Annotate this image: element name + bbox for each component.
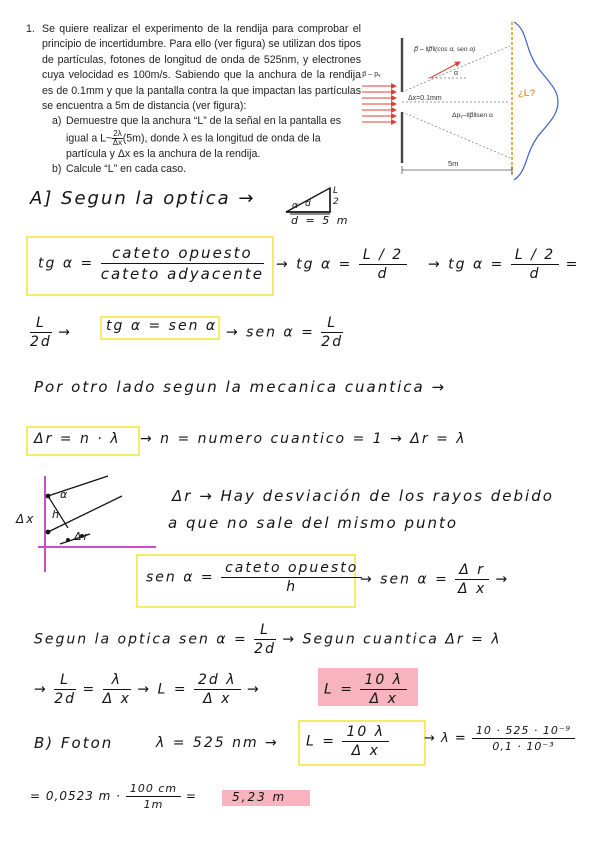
dr-equation: Δr = n · λ bbox=[34, 431, 121, 447]
triangle-d: d bbox=[305, 199, 313, 209]
problem-number: 1. bbox=[26, 23, 35, 35]
l-over-2d: $\frac{L}{2d}$ → bbox=[30, 315, 72, 350]
part-b-calc: → λ = $\frac{\text{10 · 525 · 10⁻⁹}}{\text{0,1 · 10⁻³}}$ bbox=[424, 724, 575, 753]
triangle-bottom-2: 2 bbox=[333, 197, 341, 207]
alpha-label: α bbox=[454, 70, 459, 77]
final-derivation: → $\frac{L}{2d}$ = $\frac{\lambda}{\text{Δ x}}$ → L = $\frac{\text{2d λ}}{\text{Δ x}}$ → bbox=[34, 672, 261, 707]
tg-equals-sen: tg α = sen α bbox=[106, 318, 218, 334]
part-b-conversion: = 0,0523 m · $\frac{100 cm}{1m}$ = bbox=[30, 782, 197, 811]
triangle-top: L bbox=[333, 186, 341, 196]
intensity-curve bbox=[514, 22, 558, 180]
incident-arrows bbox=[362, 86, 396, 122]
section-a-heading: A] Segun la optica → bbox=[30, 188, 256, 209]
transverse-momentum-label: Δpᵧ–‖p⃗‖sen α bbox=[452, 112, 493, 119]
width-question-label: ¿L? bbox=[518, 88, 536, 99]
triangle-alpha: α bbox=[292, 201, 300, 211]
part-a-label: a) bbox=[52, 115, 62, 128]
slit-diagram bbox=[358, 18, 580, 183]
segun-line: Segun la optica sen α = $\frac{L}{2d}$ → Segun cuantica Δr = λ bbox=[34, 622, 502, 657]
part-a-frac-den: Δx bbox=[112, 137, 123, 147]
sen-definition: sen α = cateto opuesto h bbox=[146, 560, 362, 595]
triangle-d-value: d = 5 m bbox=[291, 214, 350, 227]
diagram-alpha: α bbox=[60, 488, 70, 501]
problem-intro: Se quiere realizar el experimento de la rendija para comprobar el principio de incertidumbre. Para ello (ver figura) se utilizan dos tipos de partículas, fotones de longitud de onda de 525nm, y electrones cuya velocidad es 100m/s. Sabiendo que la anchura de la rendija es de 0.1mm y que la pantalla contra la que impactan las partículas se encuentra a 5m de distancia (ver figura): bbox=[42, 23, 361, 113]
tg-definition: tg α = cateto opuesto cateto adyacente bbox=[38, 244, 264, 283]
dr-explanation-2: a que no sale del mismo punto bbox=[168, 514, 459, 532]
part-b-photon: B) Foton bbox=[34, 734, 114, 752]
diffraction-lines bbox=[402, 46, 510, 158]
diagram-dx: Δx bbox=[16, 512, 36, 526]
final-result: L = $\frac{10 \lambda}{\text{Δ x}}$ bbox=[324, 672, 407, 707]
part-b-label: b) bbox=[52, 163, 62, 176]
part-b-formula: L = $\frac{10 \lambda}{\text{Δ x}}$ bbox=[306, 724, 389, 759]
sen-l-over-2d: → sen α = $\frac{L}{2d}$ bbox=[226, 315, 344, 350]
tg-ratio: → tg α = $\frac{L / 2}{d}$ bbox=[276, 247, 407, 282]
path-difference-diagram bbox=[30, 474, 160, 566]
part-b bbox=[52, 162, 361, 177]
dr-explanation-1: Δr → Hay desviación de los rayos debido bbox=[172, 487, 554, 505]
dr-quantum-number: → n = numero cuantico = 1 → Δr = λ bbox=[140, 431, 467, 447]
problem-statement bbox=[26, 22, 361, 178]
part-a-text-2: (5m), donde λ es la longitud de onda de la partícula y Δx es la anchura de la rendija. bbox=[66, 132, 321, 160]
slit-width-label: Δx=0.1mm bbox=[408, 95, 442, 102]
sen-dr-dx: → sen α = $\frac{\text{Δ r}}{\text{Δ x}}$ → bbox=[360, 562, 510, 597]
diagram-dr: Δr bbox=[74, 530, 91, 543]
quantum-heading: Por otro lado segun la mecanica cuantica → bbox=[34, 378, 447, 396]
part-b-text: Calcule “L” en cada caso. bbox=[66, 163, 187, 176]
tg-ratio-2: → tg α = $\frac{L / 2}{d}$ = bbox=[428, 247, 580, 282]
momentum-vector-label: p⃗ – ‖p⃗‖(cos α, sen α) bbox=[414, 46, 476, 53]
part-b-result: 5,23 m bbox=[232, 790, 287, 804]
distance-label: 5m bbox=[448, 159, 459, 168]
part-a bbox=[52, 114, 361, 162]
incident-momentum-label: p⃗ – pᵧ bbox=[362, 71, 381, 78]
part-a-text-1: Demuestre que la anchura “L” de la señal en la pantalla es igual a L~ bbox=[66, 115, 342, 145]
part-b-lambda: λ = 525 nm → bbox=[156, 735, 279, 751]
part-a-frac-num: 2λ bbox=[113, 128, 122, 138]
diagram-h: h bbox=[52, 508, 61, 521]
part-a-fraction bbox=[112, 130, 122, 147]
